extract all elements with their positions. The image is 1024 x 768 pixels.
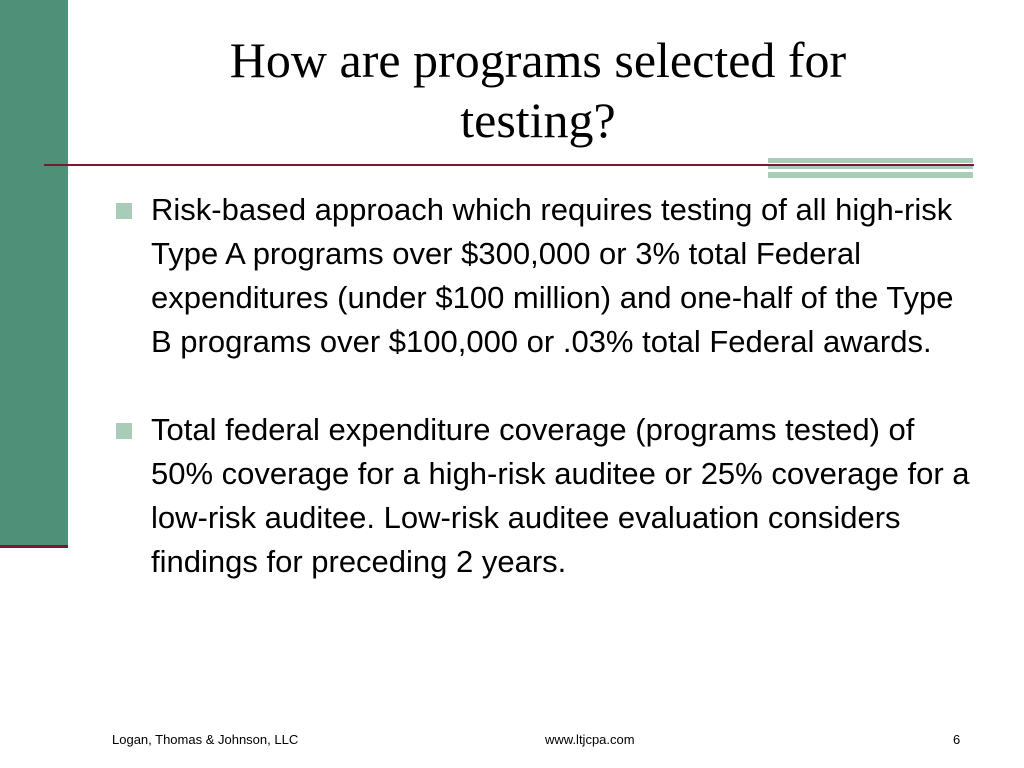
slide-footer: [0, 732, 1024, 752]
footer-website: www.ltjcpa.com: [545, 732, 635, 747]
side-accent-underline: [0, 545, 68, 548]
bullet-list: [116, 188, 976, 628]
accent-stripe: [768, 166, 973, 169]
bullet-item: [116, 188, 976, 364]
title-line-1: How are programs selected for: [229, 32, 847, 88]
footer-company: Logan, Thomas & Johnson, LLC: [112, 732, 299, 747]
bullet-text: Total federal expenditure coverage (programs tested) of 50% coverage for a high-risk auditee or 25% coverage for a low-risk auditee. Low-risk auditee evaluation considers findings for preceding 2 years.: [151, 412, 970, 579]
square-bullet-icon: [116, 203, 132, 219]
title-line-2: testing?: [460, 92, 616, 148]
title-accent-stripes: [768, 158, 973, 178]
side-accent-bar: [0, 0, 68, 545]
square-bullet-icon: [116, 423, 132, 439]
bullet-text: Risk-based approach which requires testing of all high-risk Type A programs over $300,000 or 3% total Federal expenditures (under $100 million) and one-half of the Type B programs over $100,000 or .03% total Federal awards.: [151, 192, 954, 359]
accent-stripe: [768, 158, 973, 163]
slide-title: [100, 30, 976, 150]
footer-page-number: 6: [953, 732, 961, 747]
bullet-item: [116, 408, 976, 584]
accent-stripe: [768, 172, 973, 178]
